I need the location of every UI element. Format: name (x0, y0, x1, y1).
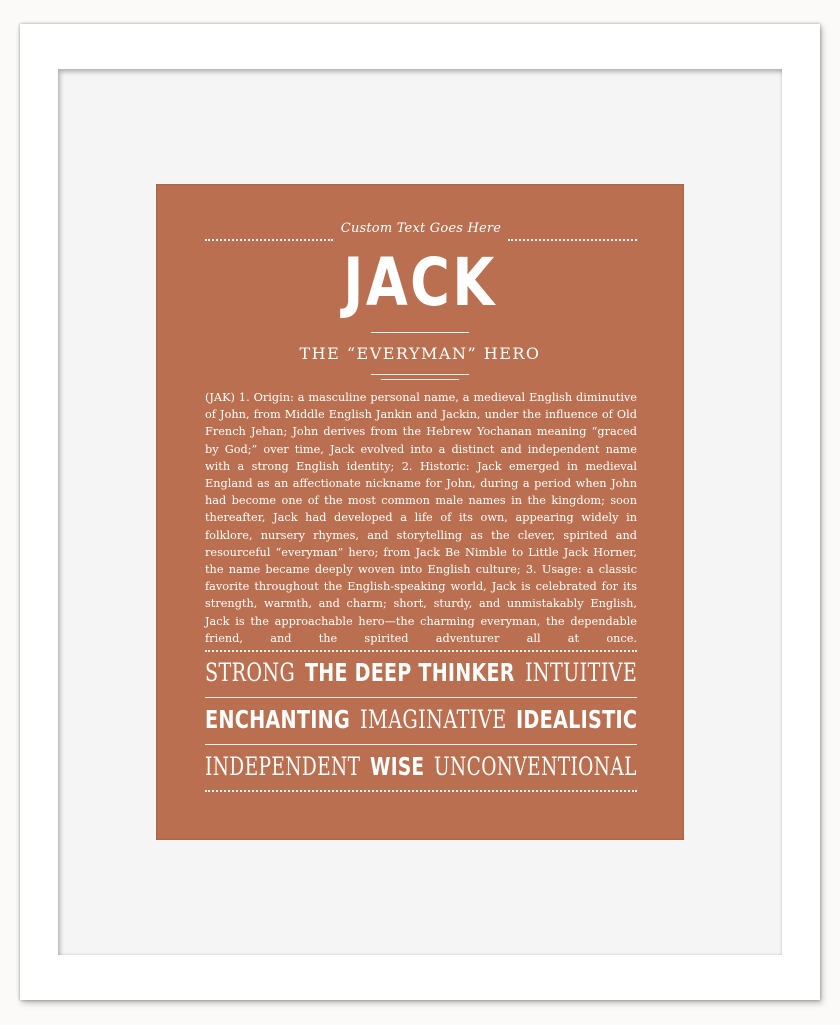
picture-frame (20, 24, 820, 1000)
trait-word: IDEALISTIC (516, 705, 638, 734)
custom-text: Custom Text Goes Here (340, 221, 502, 236)
definition-text: (JAK) 1. Origin: a masculine personal name, a medieval English diminutive of John, from Middle English Jankin and Jackin, under the influence of Old French Jehan; John derives from the Hebrew Yochanan meaning “graced by God;” over time, Jack evolved into a distinct and independent name with a strong English identity; 2. Historic: Jack emerged in medieval England as an affectionate nickname for John, during a period when John had become one of the most common male names in the kingdom; soon thereafter, Jack had developed a life of its own, appearing widely in folklore, nursery rhymes, and storytelling as the clever, spirited and resourceful “everyman” hero; from Jack Be Nimble to Little Jack Horner, the name became deeply woven into English culture; 3. Usage: a classic favorite throughout the English-speaking world, Jack is celebrated for its strength, warmth, and charm; short, sturdy, and unmistakably English, Jack is the approachable hero—the charming everyman, the dependable friend, and the spirited adventurer all at once. (205, 391, 637, 645)
trait-row-3 (205, 752, 637, 786)
trait-word: STRONG (205, 658, 296, 687)
name-definition (205, 389, 637, 647)
trait-row-2 (205, 705, 637, 739)
trait-word: ENCHANTING (205, 705, 351, 734)
dotted-divider-left (205, 239, 333, 241)
trait-word: WISE (370, 752, 425, 781)
dotted-divider-right (508, 239, 637, 241)
traits-rule-2 (205, 744, 637, 745)
trait-word: UNCONVENTIONAL (434, 752, 638, 781)
trait-word: INDEPENDENT (205, 752, 361, 781)
traits-rule-1 (205, 697, 637, 698)
mat-board (58, 69, 782, 955)
trait-word: IMAGINATIVE (359, 705, 507, 734)
print-name-title: JACK (343, 244, 497, 321)
print-tagline: THE “EVERYMAN” HERO (299, 344, 541, 363)
trait-row-1 (205, 658, 637, 692)
trait-word: THE DEEP THINKER (305, 658, 515, 687)
title-rule-bottom-1 (371, 374, 469, 375)
title-rule-top (371, 332, 469, 333)
traits-divider-top (205, 650, 637, 652)
trait-word: INTUITIVE (524, 658, 637, 687)
traits-divider-bottom (205, 790, 637, 792)
title-rule-bottom-2 (381, 379, 459, 380)
name-print (156, 184, 684, 840)
